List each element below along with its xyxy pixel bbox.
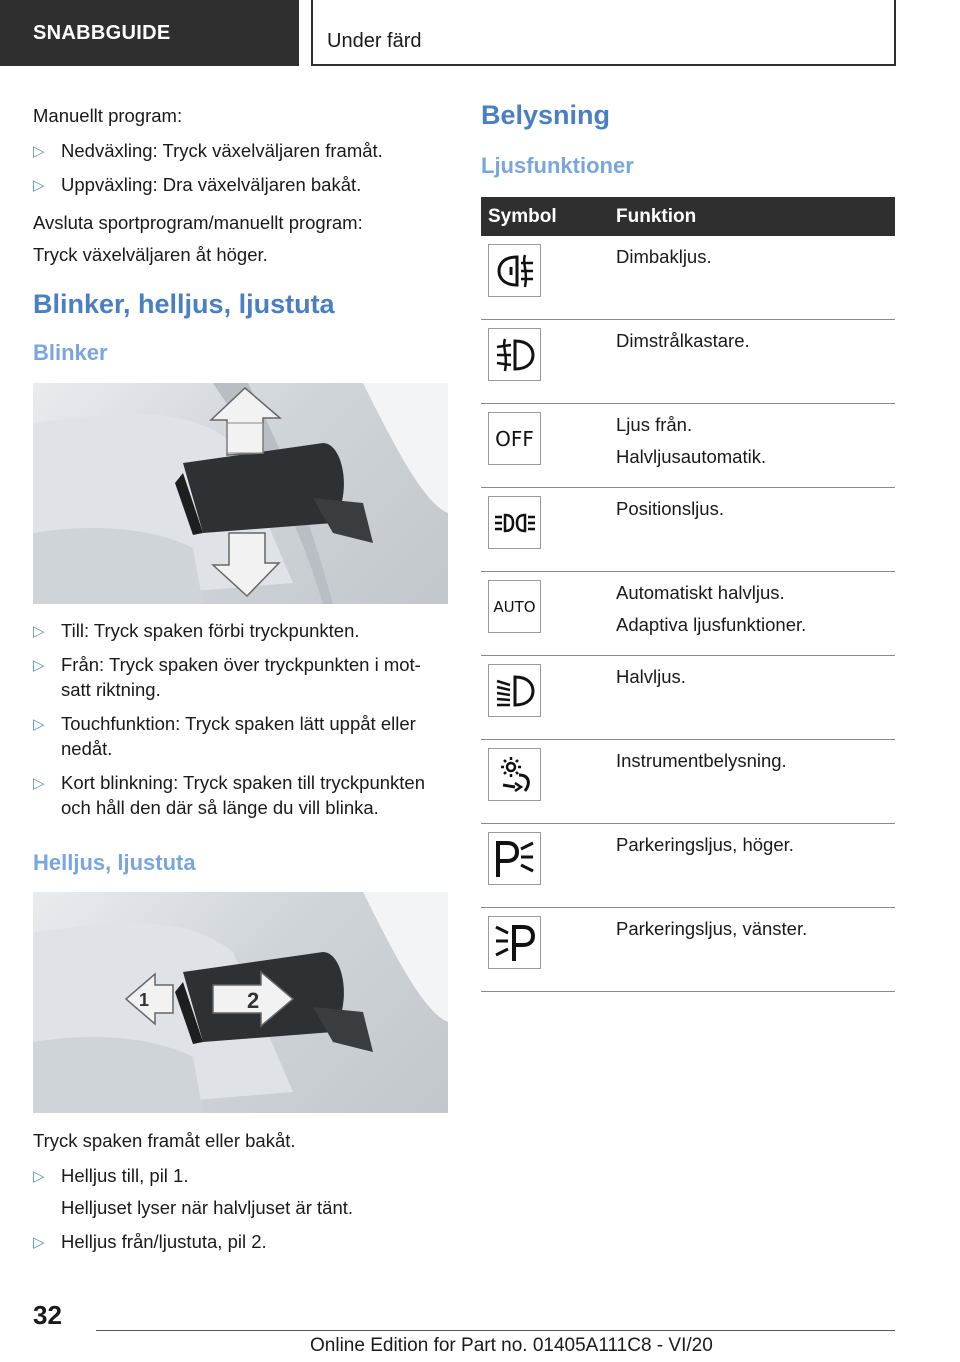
bullet-triangle-icon: ▷: [33, 775, 45, 792]
bullet-triangle-icon: ▷: [33, 657, 45, 674]
header-chapter: Under färd: [311, 0, 896, 66]
list-item: ▷ Till: Tryck spaken förbi tryckpunkten.: [33, 618, 448, 643]
arrow-label-1: 1: [139, 990, 150, 1010]
table-row: [481, 824, 895, 908]
col-header-funktion: Funktion: [616, 197, 895, 236]
helljus-lever-illustration: [33, 892, 448, 1113]
table-row: [481, 236, 895, 320]
table-row: [481, 320, 895, 404]
exit-text: Tryck växelväljaren åt höger.: [33, 244, 268, 265]
bullet-triangle-icon: ▷: [33, 1168, 45, 1185]
function-text: Instrumentbelysning.: [616, 750, 787, 771]
heading-blinker-helljus: Blinker, helljus, ljustuta: [33, 289, 335, 319]
blinker-lever-image: [33, 383, 448, 604]
list-item: ▷ Uppväxling: Dra växelväljaren bakåt.: [33, 172, 448, 197]
low-beam-icon: [488, 664, 541, 717]
table-row: [481, 572, 895, 656]
heading-ljusfunktioner: Ljusfunktioner: [481, 153, 634, 178]
left-column: [33, 100, 448, 1263]
heading-belysning: Belysning: [481, 100, 611, 130]
exit-label: Avsluta sportprogram/manuellt program:: [33, 212, 363, 233]
list-item: ▷ Kort blinkning: Tryck spaken till tryckpunkten och håll den där så länge du vill blinka.: [33, 772, 425, 818]
list-item: ▷ Nedväxling: Tryck växelväljaren framåt.: [33, 138, 448, 163]
list-item: ▷ Från: Tryck spaken över tryckpunkten i mot-satt riktning.: [33, 654, 421, 700]
function-text: Adaptiva ljusfunktioner.: [616, 614, 807, 635]
table-row: [481, 656, 895, 740]
table-header-row: [481, 197, 895, 236]
function-text: Halvljusautomatik.: [616, 446, 767, 467]
blinker-lever-illustration: [33, 383, 448, 604]
helljus-lever-image: [33, 892, 448, 1113]
function-text: Positionsljus.: [616, 498, 724, 519]
bullet-triangle-icon: ▷: [33, 1234, 45, 1251]
bullet-triangle-icon: ▷: [33, 716, 45, 733]
right-column: [481, 100, 895, 992]
auto-icon: AUTO: [488, 580, 541, 633]
function-text: Dimstrålkastare.: [616, 330, 750, 351]
footer-edition: Online Edition for Part no. 01405A111C8 - VI/20: [310, 1335, 713, 1356]
rear-fog-light-icon: [488, 244, 541, 297]
list-item: ▷ Touchfunktion: Tryck spaken lätt uppåt eller nedåt.: [33, 713, 416, 759]
parking-light-left-icon: [488, 916, 541, 969]
function-text: Ljus från.: [616, 414, 693, 435]
light-functions-table: [481, 197, 895, 992]
position-light-icon: [488, 496, 541, 549]
table-row: [481, 740, 895, 824]
table-row: [481, 404, 895, 488]
function-text: Dimbakljus.: [616, 246, 712, 267]
function-text: Automatiskt halvljus.: [616, 582, 785, 603]
bullet-triangle-icon: ▷: [33, 177, 45, 194]
manual-label: Manuellt program:: [33, 105, 183, 126]
footer-divider: [96, 1330, 895, 1331]
heading-helljus: Helljus, ljustuta: [33, 850, 196, 875]
heading-blinker: Blinker: [33, 340, 108, 365]
col-header-symbol: Symbol: [481, 197, 616, 236]
off-icon: OFF: [488, 412, 541, 465]
function-text: Parkeringsljus, höger.: [616, 834, 794, 855]
function-text: Halvljus.: [616, 666, 686, 687]
bullet-triangle-icon: ▷: [33, 623, 45, 640]
arrow-label-2: 2: [247, 988, 260, 1013]
table-row: [481, 488, 895, 572]
helljus-intro: Tryck spaken framåt eller bakåt.: [33, 1130, 296, 1151]
list-item: ▷ Helljus till, pil 1. Helljuset lyser när halvljuset är tänt.: [33, 1165, 354, 1218]
list-item: ▷ Helljus från/ljustuta, pil 2.: [33, 1229, 448, 1254]
instrument-lighting-icon: [488, 748, 541, 801]
parking-light-right-icon: [488, 832, 541, 885]
table-row: [481, 908, 895, 992]
fog-light-icon: [488, 328, 541, 381]
header-section: SNABBGUIDE: [0, 0, 299, 66]
bullet-triangle-icon: ▷: [33, 143, 45, 160]
function-text: Parkeringsljus, vänster.: [616, 918, 808, 939]
page-number: 32: [33, 1300, 62, 1330]
